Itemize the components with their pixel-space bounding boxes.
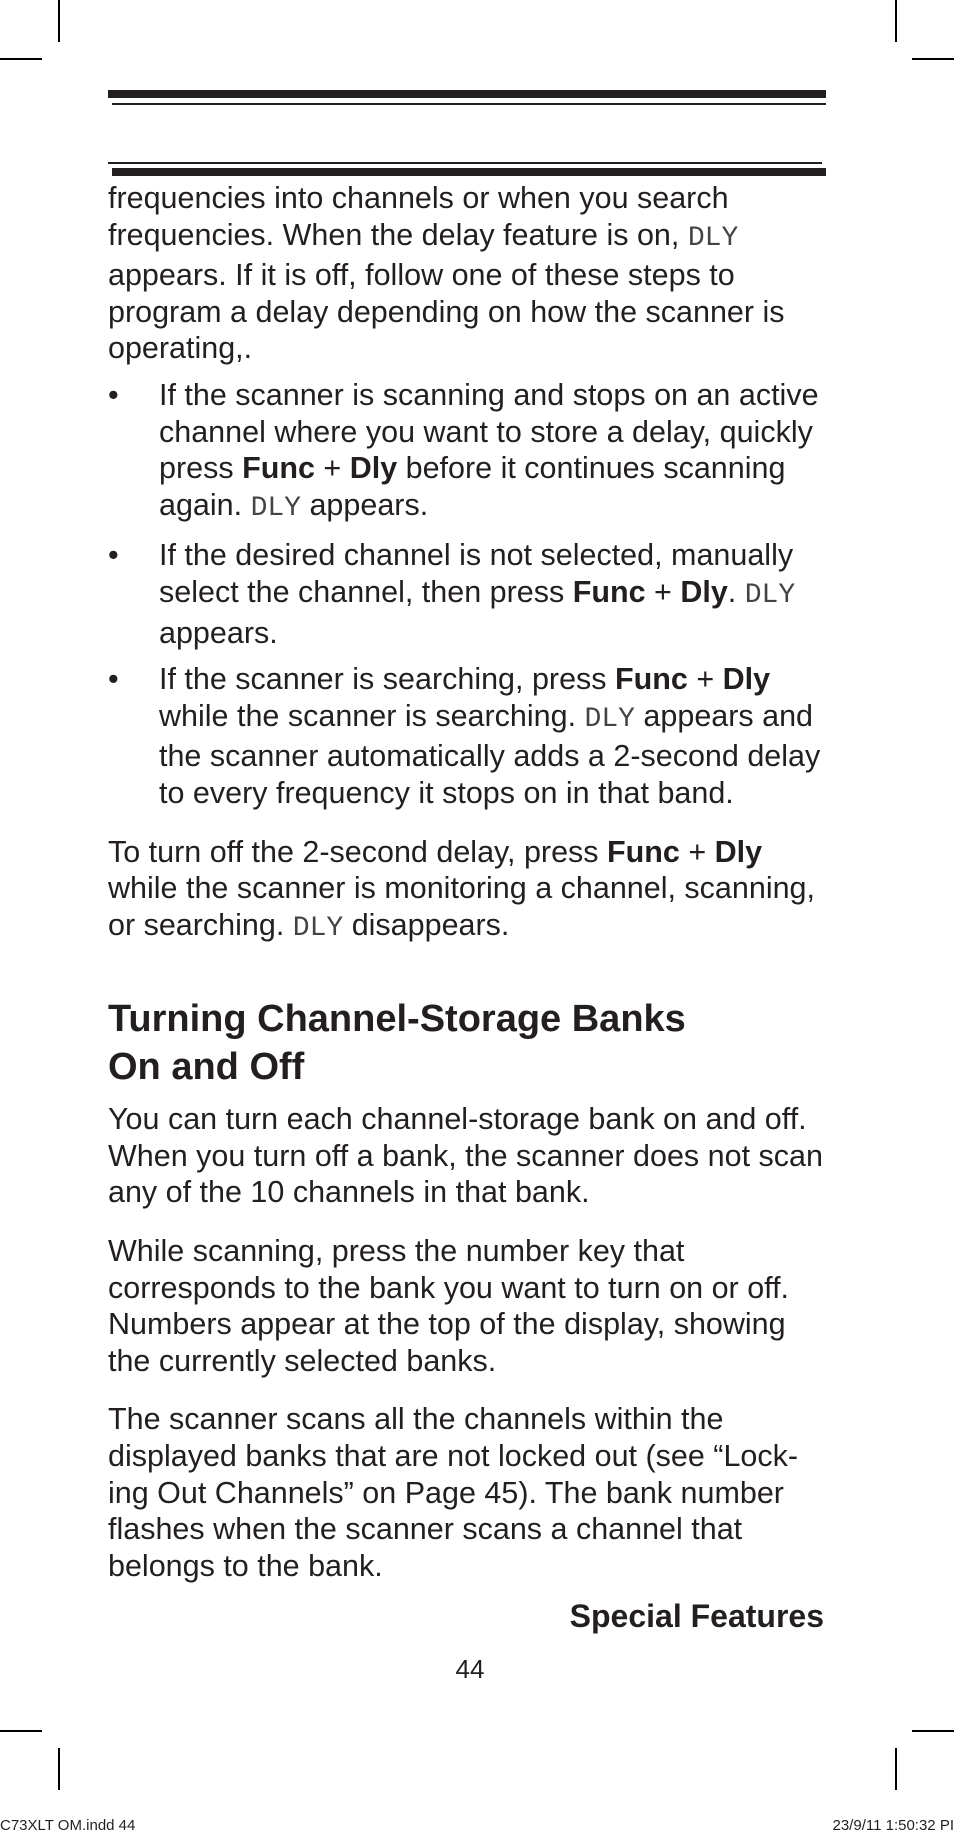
crop-mark	[58, 0, 60, 42]
dly-indicator: DLY	[687, 222, 739, 254]
dly-key: Dly	[680, 574, 728, 609]
delay-steps-list	[108, 377, 828, 812]
page-number: 44	[455, 1654, 485, 1684]
crop-mark	[895, 1748, 897, 1790]
slug-file-info: C73XLT OM.indd 44	[0, 1817, 136, 1834]
func-key: Func	[615, 662, 688, 697]
dly-key: Dly	[714, 834, 763, 869]
crop-mark	[895, 0, 897, 42]
slug-timestamp: 23/9/11 1:50:32 PI	[832, 1817, 954, 1834]
bullet-marker: •	[108, 662, 119, 697]
bank-scan-paragraph: The scanner scans all the channels within the displayed banks that are not locked out (see “Lock-ing Out Channels” on Page 45). The bank number flashes when the scanner scans a channel that belongs to the bank.	[108, 1402, 799, 1583]
crop-mark	[912, 58, 954, 60]
dly-indicator: DLY	[292, 912, 344, 944]
header-rule-thick	[108, 90, 826, 98]
crop-mark	[0, 58, 42, 60]
dly-key: Dly	[722, 662, 771, 697]
section-heading: Turning Channel-Storage Banks On and Off	[108, 998, 686, 1089]
page-body	[108, 180, 828, 1584]
func-key: Func	[607, 834, 680, 869]
header-rule-thin	[112, 103, 826, 105]
footer-section-title: Special Features	[569, 1598, 824, 1634]
bullet-marker: •	[108, 538, 119, 573]
intro-paragraph: frequencies into channels or when you search frequencies. When the delay feature is on, DLY appears. If it is off, follow one of these steps to program a delay depending on how the scanner is operating,.	[108, 181, 785, 366]
list-item: • If the scanner is searching, press Func + Dly while the scanner is searching. DLY appears and the scanner automatically adds a 2-second delay to every frequency it stops on in that band.	[108, 662, 821, 810]
list-item: • If the desired channel is not selected, manually select the channel, then press Func + Dly. DLY appears.	[108, 538, 796, 650]
section-rule-thick	[112, 168, 826, 176]
func-key: Func	[572, 574, 646, 609]
bullet-marker: •	[108, 377, 119, 412]
list-item: • If the scanner is scanning and stops on an active channel where you want to store a delay, quickly press Func + Dly before it continues scanning again. DLY appears.	[108, 377, 819, 524]
dly-indicator: DLY	[584, 703, 635, 735]
dly-indicator: DLY	[250, 492, 301, 524]
crop-mark	[0, 1730, 42, 1732]
crop-mark	[58, 1748, 60, 1790]
dly-indicator: DLY	[744, 579, 796, 611]
bank-toggle-paragraph: While scanning, press the number key that corresponds to the bank you want to turn on or off. Numbers appear at the top of the display, showing the currently selected banks.	[108, 1234, 790, 1378]
func-key: Func	[242, 451, 315, 486]
section-rule-thin	[108, 162, 822, 164]
dly-key: Dly	[349, 451, 398, 486]
turn-off-delay-paragraph: To turn off the 2-second delay, press Func + Dly while the scanner is monitoring a channel, scanning, or searching. DLY disappears.	[108, 834, 815, 944]
bank-intro-paragraph: You can turn each channel-storage bank on and off. When you turn off a bank, the scanner does not scan any of the 10 channels in that bank.	[108, 1102, 823, 1210]
crop-mark	[912, 1730, 954, 1732]
